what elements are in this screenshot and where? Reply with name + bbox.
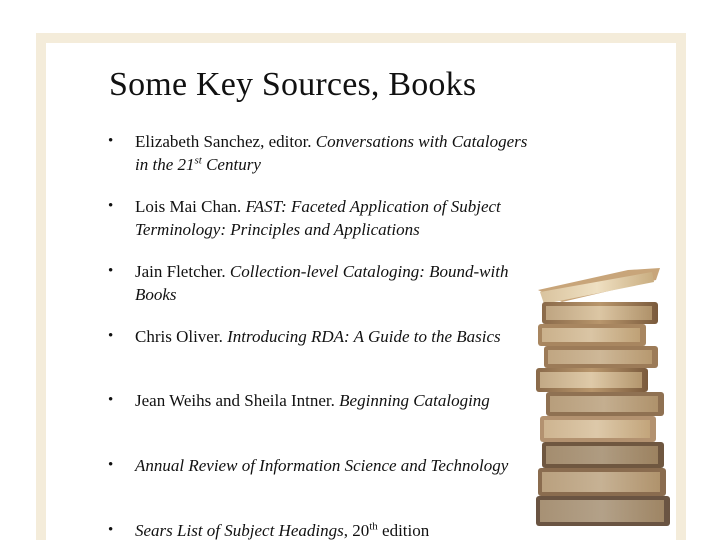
bullet-symbol: •	[108, 392, 114, 408]
book-title: Collection-level Cataloging: Bound-with Books	[135, 262, 509, 304]
author: Chris Oliver.	[135, 327, 228, 346]
bullet-text	[135, 130, 528, 176]
bullet-symbol: •	[108, 263, 114, 279]
book-title-end: Century	[201, 155, 261, 174]
bullet-text	[135, 260, 528, 306]
book-title: Sears List of Subject Headings	[135, 521, 344, 540]
edition-number: , 20	[343, 521, 370, 540]
bullet-symbol: •	[108, 133, 114, 149]
bullet-item-4	[108, 325, 528, 348]
bullet-item-7	[108, 519, 528, 540]
bullet-symbol: •	[108, 198, 114, 214]
bullet-text	[135, 389, 528, 412]
slide-title: Some Key Sources, Books	[109, 66, 477, 103]
bullet-item-6	[108, 454, 528, 477]
author: Lois Mai Chan.	[135, 197, 246, 216]
bullet-text	[135, 325, 528, 348]
bullet-text	[135, 195, 528, 241]
book-title: Introducing RDA: A Guide to the Basics	[227, 327, 501, 346]
bullet-item-1	[108, 130, 528, 176]
book-title: Beginning Cataloging	[339, 391, 490, 410]
bullet-text	[135, 519, 528, 540]
book-title: Annual Review of Information Science and Technology	[135, 456, 509, 475]
book-title: Conversations with Catalogers in the 21	[135, 132, 528, 174]
bullet-text	[135, 454, 528, 477]
bullet-symbol: •	[108, 328, 114, 344]
author: Elizabeth Sanchez, editor.	[135, 132, 316, 151]
ordinal-suffix: st	[194, 154, 202, 167]
author: Jain Fletcher.	[135, 262, 230, 281]
ordinal-suffix: th	[369, 520, 378, 533]
stack-of-old-books-icon	[532, 262, 692, 532]
bullet-symbol: •	[108, 522, 114, 538]
author: Jean Weihs and Sheila Intner.	[135, 391, 340, 410]
book-title: FAST: Faceted Application of Subject Terminology: Principles and Applications	[135, 197, 501, 239]
bullet-item-3	[108, 260, 528, 306]
bullet-item-5	[108, 389, 528, 412]
edition-label: edition	[377, 521, 430, 540]
bullet-symbol: •	[108, 457, 114, 473]
bullet-item-2	[108, 195, 528, 241]
